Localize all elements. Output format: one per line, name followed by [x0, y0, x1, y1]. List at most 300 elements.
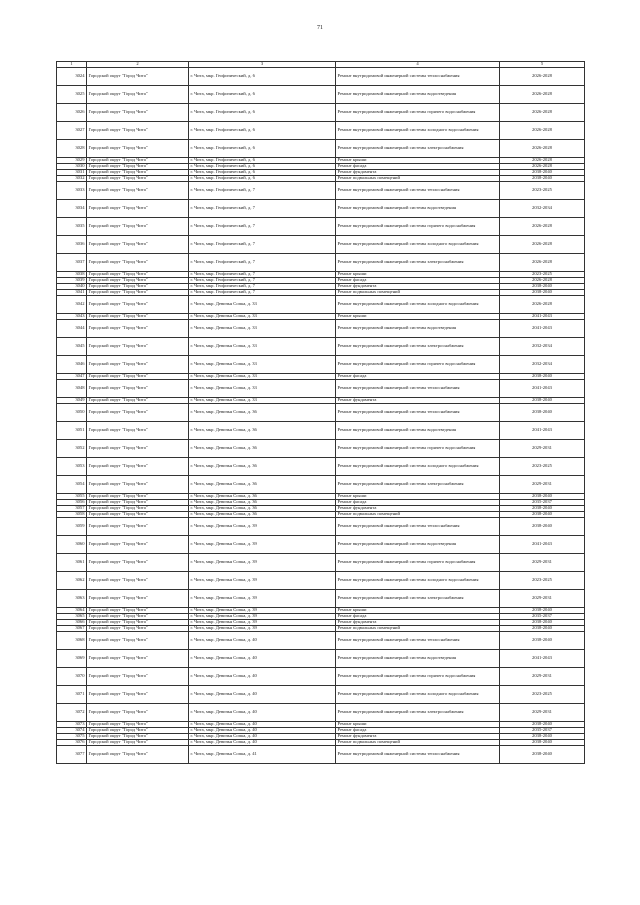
- row-number-cell: 3073: [57, 722, 87, 728]
- work-type-cell: Ремонт фундамента: [336, 620, 500, 626]
- table-row: [57, 476, 585, 494]
- row-number-cell: 3036: [57, 236, 87, 254]
- municipality-cell: Городской округ "Город Чита": [87, 476, 189, 494]
- period-cell: 2029-2031: [500, 440, 585, 458]
- row-number-cell: 3037: [57, 254, 87, 272]
- work-type-cell: Ремонт фасада: [336, 164, 500, 170]
- row-number-cell: 3065: [57, 614, 87, 620]
- table-row: [57, 704, 585, 722]
- table-row: [57, 554, 585, 572]
- municipality-cell: Городской округ "Город Чита": [87, 422, 189, 440]
- row-number-cell: 3058: [57, 512, 87, 518]
- row-number-cell: 3055: [57, 494, 87, 500]
- table-row: [57, 422, 585, 440]
- row-number-cell: 3077: [57, 746, 87, 764]
- period-cell: 2038-2040: [500, 176, 585, 182]
- municipality-cell: Городской округ "Город Чита": [87, 158, 189, 164]
- work-type-cell: Ремонт крыши: [336, 608, 500, 614]
- work-type-cell: Ремонт внутридомовой инженерной системы теплоснабжения: [336, 518, 500, 536]
- address-cell: г. Чита, мкр. Девичья Сопка, д. 40: [189, 632, 336, 650]
- municipality-cell: Городской округ "Город Чита": [87, 728, 189, 734]
- row-number-cell: 3048: [57, 380, 87, 398]
- address-cell: г. Чита, мкр. Геофизический, д. 6: [189, 158, 336, 164]
- address-cell: г. Чита, мкр. Девичья Сопка, д. 39: [189, 626, 336, 632]
- municipality-cell: Городской округ "Город Чита": [87, 632, 189, 650]
- period-cell: 2026-2028: [500, 140, 585, 158]
- municipality-cell: Городской округ "Город Чита": [87, 182, 189, 200]
- period-cell: 2029-2031: [500, 704, 585, 722]
- work-type-cell: Ремонт фундамента: [336, 506, 500, 512]
- table-row: [57, 296, 585, 314]
- work-type-cell: Ремонт внутридомовой инженерной системы водоотведения: [336, 320, 500, 338]
- period-cell: 2038-2040: [500, 506, 585, 512]
- period-cell: 2035-2037: [500, 614, 585, 620]
- address-cell: г. Чита, мкр. Девичья Сопка, д. 40: [189, 668, 336, 686]
- address-cell: г. Чита, мкр. Девичья Сопка, д. 40: [189, 704, 336, 722]
- row-number-cell: 3052: [57, 440, 87, 458]
- table-row: [57, 140, 585, 158]
- address-cell: г. Чита, мкр. Девичья Сопка, д. 39: [189, 620, 336, 626]
- table-row: [57, 356, 585, 374]
- municipality-cell: Городской округ "Город Чита": [87, 722, 189, 728]
- row-number-cell: 3044: [57, 320, 87, 338]
- period-cell: 2026-2028: [500, 254, 585, 272]
- address-cell: г. Чита, мкр. Геофизический, д. 7: [189, 290, 336, 296]
- period-cell: 2041-2043: [500, 314, 585, 320]
- work-type-cell: Ремонт внутридомовой инженерной системы холодного водоснабжения: [336, 122, 500, 140]
- period-cell: 2038-2040: [500, 518, 585, 536]
- work-type-cell: Ремонт крыши: [336, 494, 500, 500]
- table-row: [57, 86, 585, 104]
- row-number-cell: 3051: [57, 422, 87, 440]
- column-number: 3: [189, 62, 336, 68]
- work-type-cell: Ремонт внутридомовой инженерной системы водоотведения: [336, 536, 500, 554]
- work-type-cell: Ремонт внутридомовой инженерной системы водоотведения: [336, 422, 500, 440]
- municipality-cell: Городской округ "Город Чита": [87, 122, 189, 140]
- work-type-cell: Ремонт внутридомовой инженерной системы горячего водоснабжения: [336, 440, 500, 458]
- address-cell: г. Чита, мкр. Девичья Сопка, д. 36: [189, 404, 336, 422]
- municipality-cell: Городской округ "Город Чита": [87, 506, 189, 512]
- municipality-cell: Городской округ "Город Чита": [87, 500, 189, 506]
- row-number-cell: 3076: [57, 740, 87, 746]
- municipality-cell: Городской округ "Город Чита": [87, 572, 189, 590]
- address-cell: г. Чита, мкр. Девичья Сопка, д. 33: [189, 296, 336, 314]
- table-row: [57, 338, 585, 356]
- row-number-cell: 3054: [57, 476, 87, 494]
- address-cell: г. Чита, мкр. Девичья Сопка, д. 39: [189, 608, 336, 614]
- municipality-cell: Городской округ "Город Чита": [87, 284, 189, 290]
- address-cell: г. Чита, мкр. Девичья Сопка, д. 39: [189, 518, 336, 536]
- work-type-cell: Ремонт фасада: [336, 500, 500, 506]
- municipality-cell: Городской округ "Город Чита": [87, 164, 189, 170]
- period-cell: 2038-2040: [500, 620, 585, 626]
- address-cell: г. Чита, мкр. Девичья Сопка, д. 39: [189, 554, 336, 572]
- row-number-cell: 3059: [57, 518, 87, 536]
- municipality-cell: Городской округ "Город Чита": [87, 320, 189, 338]
- work-type-cell: Ремонт внутридомовой инженерной системы теплоснабжения: [336, 380, 500, 398]
- period-cell: 2026-2028: [500, 278, 585, 284]
- period-cell: 2023-2025: [500, 458, 585, 476]
- row-number-cell: 3072: [57, 704, 87, 722]
- row-number-cell: 3042: [57, 296, 87, 314]
- period-cell: 2038-2040: [500, 404, 585, 422]
- repair-schedule-table: [56, 61, 585, 764]
- work-type-cell: Ремонт внутридомовой инженерной системы горячего водоснабжения: [336, 554, 500, 572]
- row-number-cell: 3045: [57, 338, 87, 356]
- address-cell: г. Чита, мкр. Геофизический, д. 6: [189, 68, 336, 86]
- work-type-cell: Ремонт внутридомовой инженерной системы электроснабжения: [336, 338, 500, 356]
- municipality-cell: Городской округ "Город Чита": [87, 608, 189, 614]
- address-cell: г. Чита, мкр. Геофизический, д. 7: [189, 254, 336, 272]
- municipality-cell: Городской округ "Город Чита": [87, 686, 189, 704]
- period-cell: 2038-2040: [500, 608, 585, 614]
- municipality-cell: Городской округ "Город Чита": [87, 86, 189, 104]
- table-row: [57, 68, 585, 86]
- period-cell: 2038-2040: [500, 626, 585, 632]
- table-row: [57, 650, 585, 668]
- municipality-cell: Городской округ "Город Чита": [87, 590, 189, 608]
- row-number-cell: 3027: [57, 122, 87, 140]
- table-row: [57, 404, 585, 422]
- row-number-cell: 3069: [57, 650, 87, 668]
- column-number: 2: [87, 62, 189, 68]
- work-type-cell: Ремонт внутридомовой инженерной системы холодного водоснабжения: [336, 572, 500, 590]
- address-cell: г. Чита, мкр. Девичья Сопка, д. 41: [189, 746, 336, 764]
- work-type-cell: Ремонт внутридомовой инженерной системы холодного водоснабжения: [336, 296, 500, 314]
- municipality-cell: Городской округ "Город Чита": [87, 200, 189, 218]
- address-cell: г. Чита, мкр. Девичья Сопка, д. 39: [189, 590, 336, 608]
- period-cell: 2032-2034: [500, 338, 585, 356]
- municipality-cell: Городской округ "Город Чита": [87, 218, 189, 236]
- period-cell: 2038-2040: [500, 632, 585, 650]
- work-type-cell: Ремонт внутридомовой инженерной системы горячего водоснабжения: [336, 218, 500, 236]
- address-cell: г. Чита, мкр. Геофизический, д. 7: [189, 236, 336, 254]
- period-cell: 2026-2028: [500, 158, 585, 164]
- address-cell: г. Чита, мкр. Девичья Сопка, д. 40: [189, 650, 336, 668]
- period-cell: 2041-2043: [500, 422, 585, 440]
- address-cell: г. Чита, мкр. Девичья Сопка, д. 36: [189, 458, 336, 476]
- municipality-cell: Городской округ "Город Чита": [87, 398, 189, 404]
- municipality-cell: Городской округ "Город Чита": [87, 650, 189, 668]
- work-type-cell: Ремонт крыши: [336, 272, 500, 278]
- municipality-cell: Городской округ "Город Чита": [87, 554, 189, 572]
- period-cell: 2038-2040: [500, 746, 585, 764]
- work-type-cell: Ремонт подвальных помещений: [336, 626, 500, 632]
- work-type-cell: Ремонт внутридомовой инженерной системы холодного водоснабжения: [336, 686, 500, 704]
- address-cell: г. Чита, мкр. Девичья Сопка, д. 36: [189, 506, 336, 512]
- work-type-cell: Ремонт внутридомовой инженерной системы электроснабжения: [336, 590, 500, 608]
- period-cell: 2035-2037: [500, 728, 585, 734]
- municipality-cell: Городской округ "Город Чита": [87, 734, 189, 740]
- municipality-cell: Городской округ "Город Чита": [87, 494, 189, 500]
- table-row: [57, 686, 585, 704]
- row-number-cell: 3049: [57, 398, 87, 404]
- period-cell: 2035-2037: [500, 500, 585, 506]
- row-number-cell: 3040: [57, 284, 87, 290]
- period-cell: 2041-2043: [500, 536, 585, 554]
- row-number-cell: 3028: [57, 140, 87, 158]
- table-row: [57, 104, 585, 122]
- row-number-cell: 3035: [57, 218, 87, 236]
- address-cell: г. Чита, мкр. Геофизический, д. 6: [189, 164, 336, 170]
- municipality-cell: Городской округ "Город Чита": [87, 614, 189, 620]
- work-type-cell: Ремонт подвальных помещений: [336, 740, 500, 746]
- period-cell: 2038-2040: [500, 290, 585, 296]
- row-number-cell: 3075: [57, 734, 87, 740]
- period-cell: 2038-2040: [500, 740, 585, 746]
- municipality-cell: Городской округ "Город Чита": [87, 404, 189, 422]
- work-type-cell: Ремонт крыши: [336, 722, 500, 728]
- work-type-cell: Ремонт внутридомовой инженерной системы электроснабжения: [336, 704, 500, 722]
- municipality-cell: Городской округ "Город Чита": [87, 458, 189, 476]
- municipality-cell: Городской округ "Город Чита": [87, 356, 189, 374]
- period-cell: 2038-2040: [500, 512, 585, 518]
- period-cell: 2023-2025: [500, 182, 585, 200]
- work-type-cell: Ремонт внутридомовой инженерной системы электроснабжения: [336, 140, 500, 158]
- period-cell: 2038-2040: [500, 494, 585, 500]
- row-number-cell: 3038: [57, 272, 87, 278]
- table-row: [57, 182, 585, 200]
- address-cell: г. Чита, мкр. Девичья Сопка, д. 36: [189, 500, 336, 506]
- municipality-cell: Городской округ "Город Чита": [87, 536, 189, 554]
- address-cell: г. Чита, мкр. Геофизический, д. 6: [189, 122, 336, 140]
- work-type-cell: Ремонт подвальных помещений: [336, 512, 500, 518]
- work-type-cell: Ремонт внутридомовой инженерной системы холодного водоснабжения: [336, 458, 500, 476]
- municipality-cell: Городской округ "Город Чита": [87, 290, 189, 296]
- work-type-cell: Ремонт крыши: [336, 158, 500, 164]
- period-cell: 2029-2031: [500, 668, 585, 686]
- row-number-cell: 3060: [57, 536, 87, 554]
- address-cell: г. Чита, мкр. Геофизический, д. 6: [189, 140, 336, 158]
- row-number-cell: 3039: [57, 278, 87, 284]
- table-row: [57, 632, 585, 650]
- municipality-cell: Городской округ "Город Чита": [87, 746, 189, 764]
- work-type-cell: Ремонт крыши: [336, 314, 500, 320]
- address-cell: г. Чита, мкр. Девичья Сопка, д. 39: [189, 572, 336, 590]
- work-type-cell: Ремонт внутридомовой инженерной системы горячего водоснабжения: [336, 104, 500, 122]
- table-row: [57, 518, 585, 536]
- table-row: [57, 572, 585, 590]
- work-type-cell: Ремонт фасада: [336, 728, 500, 734]
- row-number-cell: 3025: [57, 86, 87, 104]
- municipality-cell: Городской округ "Город Чита": [87, 140, 189, 158]
- row-number-cell: 3062: [57, 572, 87, 590]
- period-cell: 2026-2028: [500, 296, 585, 314]
- period-cell: 2026-2028: [500, 236, 585, 254]
- address-cell: г. Чита, мкр. Девичья Сопка, д. 40: [189, 728, 336, 734]
- table-row: [57, 200, 585, 218]
- table-row: [57, 536, 585, 554]
- row-number-cell: 3057: [57, 506, 87, 512]
- work-type-cell: Ремонт фундамента: [336, 734, 500, 740]
- work-type-cell: Ремонт фундамента: [336, 398, 500, 404]
- municipality-cell: Городской округ "Город Чита": [87, 374, 189, 380]
- municipality-cell: Городской округ "Город Чита": [87, 668, 189, 686]
- period-cell: 2023-2025: [500, 272, 585, 278]
- period-cell: 2038-2040: [500, 734, 585, 740]
- municipality-cell: Городской округ "Город Чита": [87, 314, 189, 320]
- address-cell: г. Чита, мкр. Девичья Сопка, д. 33: [189, 314, 336, 320]
- address-cell: г. Чита, мкр. Девичья Сопка, д. 33: [189, 374, 336, 380]
- address-cell: г. Чита, мкр. Девичья Сопка, д. 36: [189, 494, 336, 500]
- row-number-cell: 3034: [57, 200, 87, 218]
- period-cell: 2026-2028: [500, 218, 585, 236]
- work-type-cell: Ремонт фундамента: [336, 284, 500, 290]
- address-cell: г. Чита, мкр. Девичья Сопка, д. 33: [189, 320, 336, 338]
- row-number-cell: 3071: [57, 686, 87, 704]
- work-type-cell: Ремонт внутридомовой инженерной системы горячего водоснабжения: [336, 668, 500, 686]
- period-cell: 2041-2043: [500, 320, 585, 338]
- address-cell: г. Чита, мкр. Девичья Сопка, д. 40: [189, 740, 336, 746]
- address-cell: г. Чита, мкр. Девичья Сопка, д. 36: [189, 476, 336, 494]
- address-cell: г. Чита, мкр. Геофизический, д. 7: [189, 278, 336, 284]
- work-type-cell: Ремонт внутридомовой инженерной системы теплоснабжения: [336, 68, 500, 86]
- address-cell: г. Чита, мкр. Девичья Сопка, д. 40: [189, 722, 336, 728]
- row-number-cell: 3030: [57, 164, 87, 170]
- municipality-cell: Городской округ "Город Чита": [87, 440, 189, 458]
- period-cell: 2029-2031: [500, 554, 585, 572]
- work-type-cell: Ремонт фасада: [336, 278, 500, 284]
- municipality-cell: Городской округ "Город Чита": [87, 278, 189, 284]
- period-cell: 2026-2028: [500, 122, 585, 140]
- column-number: 4: [336, 62, 500, 68]
- period-cell: 2023-2025: [500, 686, 585, 704]
- table-row: [57, 320, 585, 338]
- period-cell: 2041-2043: [500, 650, 585, 668]
- address-cell: г. Чита, мкр. Девичья Сопка, д. 36: [189, 422, 336, 440]
- address-cell: г. Чита, мкр. Девичья Сопка, д. 33: [189, 398, 336, 404]
- table-row: [57, 380, 585, 398]
- address-cell: г. Чита, мкр. Девичья Сопка, д. 40: [189, 734, 336, 740]
- row-number-cell: 3056: [57, 500, 87, 506]
- period-cell: 2029-2031: [500, 476, 585, 494]
- address-cell: г. Чита, мкр. Геофизический, д. 7: [189, 200, 336, 218]
- work-type-cell: Ремонт внутридомовой инженерной системы водоотведения: [336, 200, 500, 218]
- row-number-cell: 3032: [57, 176, 87, 182]
- work-type-cell: Ремонт внутридомовой инженерной системы горячего водоснабжения: [336, 356, 500, 374]
- row-number-cell: 3068: [57, 632, 87, 650]
- period-cell: 2026-2028: [500, 68, 585, 86]
- period-cell: 2026-2028: [500, 104, 585, 122]
- address-cell: г. Чита, мкр. Девичья Сопка, д. 36: [189, 440, 336, 458]
- table-row: [57, 254, 585, 272]
- row-number-cell: 3043: [57, 314, 87, 320]
- period-cell: 2026-2028: [500, 86, 585, 104]
- work-type-cell: Ремонт внутридомовой инженерной системы электроснабжения: [336, 476, 500, 494]
- table-row: [57, 218, 585, 236]
- period-cell: 2026-2028: [500, 164, 585, 170]
- municipality-cell: Городской округ "Город Чита": [87, 704, 189, 722]
- municipality-cell: Городской округ "Город Чита": [87, 68, 189, 86]
- address-cell: г. Чита, мкр. Девичья Сопка, д. 33: [189, 338, 336, 356]
- municipality-cell: Городской округ "Город Чита": [87, 254, 189, 272]
- municipality-cell: Городской округ "Город Чита": [87, 236, 189, 254]
- page-number: 71: [317, 25, 323, 31]
- municipality-cell: Городской округ "Город Чита": [87, 338, 189, 356]
- work-type-cell: Ремонт внутридомовой инженерной системы электроснабжения: [336, 254, 500, 272]
- period-cell: 2038-2040: [500, 170, 585, 176]
- row-number-cell: 3066: [57, 620, 87, 626]
- row-number-cell: 3041: [57, 290, 87, 296]
- address-cell: г. Чита, мкр. Геофизический, д. 6: [189, 176, 336, 182]
- table-row: [57, 236, 585, 254]
- municipality-cell: Городской округ "Город Чита": [87, 512, 189, 518]
- municipality-cell: Городской округ "Город Чита": [87, 626, 189, 632]
- address-cell: г. Чита, мкр. Геофизический, д. 7: [189, 182, 336, 200]
- address-cell: г. Чита, мкр. Геофизический, д. 7: [189, 272, 336, 278]
- row-number-cell: 3050: [57, 404, 87, 422]
- period-cell: 2038-2040: [500, 398, 585, 404]
- municipality-cell: Городской округ "Город Чита": [87, 170, 189, 176]
- table-row: [57, 458, 585, 476]
- period-cell: 2032-2034: [500, 200, 585, 218]
- period-cell: 2038-2040: [500, 722, 585, 728]
- municipality-cell: Городской округ "Город Чита": [87, 296, 189, 314]
- work-type-cell: Ремонт внутридомовой инженерной системы теплоснабжения: [336, 746, 500, 764]
- row-number-cell: 3029: [57, 158, 87, 164]
- row-number-cell: 3063: [57, 590, 87, 608]
- address-cell: г. Чита, мкр. Девичья Сопка, д. 39: [189, 536, 336, 554]
- period-cell: 2038-2040: [500, 284, 585, 290]
- row-number-cell: 3024: [57, 68, 87, 86]
- work-type-cell: Ремонт внутридомовой инженерной системы теплоснабжения: [336, 404, 500, 422]
- row-number-cell: 3064: [57, 608, 87, 614]
- period-cell: 2029-2031: [500, 590, 585, 608]
- table-row: [57, 122, 585, 140]
- municipality-cell: Городской округ "Город Чита": [87, 518, 189, 536]
- row-number-cell: 3074: [57, 728, 87, 734]
- table-row: [57, 590, 585, 608]
- row-number-cell: 3061: [57, 554, 87, 572]
- work-type-cell: Ремонт внутридомовой инженерной системы водоотведения: [336, 650, 500, 668]
- row-number-cell: 3026: [57, 104, 87, 122]
- work-type-cell: Ремонт внутридомовой инженерной системы теплоснабжения: [336, 632, 500, 650]
- period-cell: 2032-2034: [500, 356, 585, 374]
- row-number-cell: 3053: [57, 458, 87, 476]
- row-number-cell: 3031: [57, 170, 87, 176]
- work-type-cell: Ремонт внутридомовой инженерной системы теплоснабжения: [336, 182, 500, 200]
- address-cell: г. Чита, мкр. Геофизический, д. 6: [189, 104, 336, 122]
- row-number-cell: 3033: [57, 182, 87, 200]
- address-cell: г. Чита, мкр. Геофизический, д. 7: [189, 218, 336, 236]
- address-cell: г. Чита, мкр. Геофизический, д. 6: [189, 86, 336, 104]
- municipality-cell: Городской округ "Город Чита": [87, 272, 189, 278]
- address-cell: г. Чита, мкр. Геофизический, д. 7: [189, 284, 336, 290]
- column-number: 1: [57, 62, 87, 68]
- municipality-cell: Городской округ "Город Чита": [87, 740, 189, 746]
- municipality-cell: Городской округ "Город Чита": [87, 104, 189, 122]
- address-cell: г. Чита, мкр. Девичья Сопка, д. 40: [189, 686, 336, 704]
- table-row: [57, 668, 585, 686]
- work-type-cell: Ремонт фасада: [336, 374, 500, 380]
- address-cell: г. Чита, мкр. Девичья Сопка, д. 39: [189, 614, 336, 620]
- column-number: 5: [500, 62, 585, 68]
- period-cell: 2023-2025: [500, 572, 585, 590]
- work-type-cell: Ремонт подвальных помещений: [336, 290, 500, 296]
- municipality-cell: Городской округ "Город Чита": [87, 176, 189, 182]
- row-number-cell: 3070: [57, 668, 87, 686]
- work-type-cell: Ремонт внутридомовой инженерной системы холодного водоснабжения: [336, 236, 500, 254]
- municipality-cell: Городской округ "Город Чита": [87, 380, 189, 398]
- work-type-cell: Ремонт внутридомовой инженерной системы водоотведения: [336, 86, 500, 104]
- municipality-cell: Городской округ "Город Чита": [87, 620, 189, 626]
- address-cell: г. Чита, мкр. Девичья Сопка, д. 36: [189, 512, 336, 518]
- row-number-cell: 3047: [57, 374, 87, 380]
- address-cell: г. Чита, мкр. Девичья Сопка, д. 33: [189, 356, 336, 374]
- work-type-cell: Ремонт фасада: [336, 614, 500, 620]
- period-cell: 2041-2043: [500, 380, 585, 398]
- address-cell: г. Чита, мкр. Геофизический, д. 6: [189, 170, 336, 176]
